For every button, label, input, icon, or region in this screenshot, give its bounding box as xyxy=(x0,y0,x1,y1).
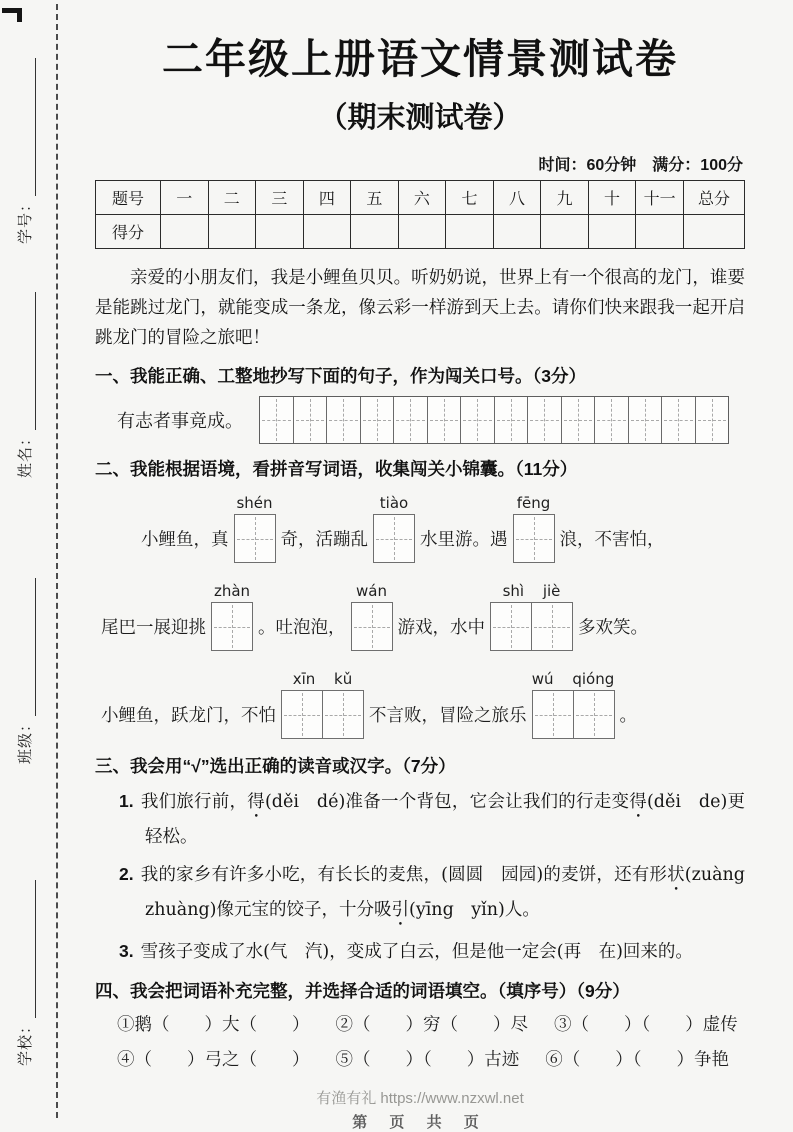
sentence-text: 尾巴一展迎挑 xyxy=(101,617,206,638)
pinyin-box-group xyxy=(490,581,573,651)
text-segment: (zuàng zhuàng)像元宝的饺子，十分吸 xyxy=(145,865,763,920)
answer-boxes xyxy=(234,514,276,563)
sentence-text: 浪，不害怕， xyxy=(559,529,665,550)
blank-line xyxy=(19,292,36,430)
score-blank-cell xyxy=(493,215,541,249)
tianzige-cell xyxy=(294,397,328,443)
writing-grid xyxy=(259,396,729,444)
score-blank-cell xyxy=(684,215,745,249)
answer-boxes xyxy=(513,514,555,563)
sentence-text: 小鲤鱼，真 xyxy=(141,529,229,550)
section-4-header: 四、我会把词语补充完整，并选择合适的词语填空。（填序号）（9分） xyxy=(95,981,630,1001)
pinyin-label: shén xyxy=(236,494,273,512)
tianzige-cell xyxy=(327,397,361,443)
tianzige-cell xyxy=(394,397,428,443)
text-segment: (děi dé)准备一个背包，它会让我们的行走变 xyxy=(264,792,630,812)
pinyin-answer-box xyxy=(491,603,532,650)
score-blank-cell xyxy=(303,215,351,249)
answer-boxes xyxy=(373,514,415,563)
score-header-cell: 五 xyxy=(351,181,399,215)
footer xyxy=(95,1087,745,1132)
idiom-item: ④（ ）弓之（ ） xyxy=(117,1050,310,1070)
score-blank-cell xyxy=(541,215,589,249)
tianzige-cell xyxy=(461,397,495,443)
page-title: 二年级上册语文情景测试卷 xyxy=(162,36,678,82)
score-header-cell: 七 xyxy=(446,181,494,215)
pinyin-exercise xyxy=(95,489,745,743)
text-segment: 雪孩子变成了水(气 汽)，变成了白云，但是他一定会(再 在)回来的。 xyxy=(140,942,693,962)
tianzige-cell xyxy=(662,397,696,443)
score-blank-cell xyxy=(351,215,399,249)
pinyin-answer-box xyxy=(282,691,323,738)
blank-line xyxy=(19,880,36,1018)
score-table-score-row xyxy=(96,215,745,249)
pinyin-answer-box xyxy=(352,603,392,650)
item-number: 1. xyxy=(119,791,134,811)
scan-crop-mark xyxy=(2,8,22,22)
sentence-text: 奇，活蹦乱 xyxy=(280,529,368,550)
pinyin-label: tiào xyxy=(379,494,409,512)
score-header-cell: 十一 xyxy=(636,181,684,215)
score-header-cell: 四 xyxy=(303,181,351,215)
sentence-text: 游戏，水中 xyxy=(397,617,485,638)
text-segment: (děi de)更轻松。 xyxy=(145,792,746,847)
score-blank-cell xyxy=(398,215,446,249)
score-blank-cell xyxy=(208,215,256,249)
pinyin-box-group xyxy=(234,493,276,563)
idiom-row xyxy=(95,1046,745,1071)
page-subtitle: （期末测试卷） xyxy=(318,102,522,134)
tianzige-cell xyxy=(495,397,529,443)
intro-paragraph: 亲爱的小朋友们，我是小鲤鱼贝贝。听奶奶说，世界上有一个很高的龙门，谁要是能跳过龙门，就能变成一条龙，像云彩一样游到天上去。请你们快来跟我一起开启跳龙门的冒险之旅吧！ xyxy=(95,268,745,348)
item-number: 2. xyxy=(119,864,134,884)
answer-boxes xyxy=(211,602,253,651)
tianzige-cell xyxy=(428,397,462,443)
answer-boxes xyxy=(490,602,573,651)
text-segment: 我的家乡有许多小吃，有长长的麦焦，(圆圆 园园)的麦饼，还有形 xyxy=(140,865,668,885)
score-table-header-row xyxy=(96,181,745,215)
score-blank-cell xyxy=(161,215,209,249)
score-header-cell: 六 xyxy=(398,181,446,215)
tianzige-cell xyxy=(595,397,629,443)
question-item xyxy=(95,859,763,930)
school-field-label: 学校： xyxy=(17,1017,34,1066)
pinyin-box-group xyxy=(513,493,555,563)
pinyin-label: zhàn xyxy=(213,582,251,600)
sentence-text: 。 xyxy=(619,705,637,726)
page-number: 第 页 共 页 xyxy=(352,1114,488,1131)
pinyin-answer-box xyxy=(533,691,574,738)
score-table xyxy=(95,180,745,249)
blank-line xyxy=(19,578,36,716)
score-header-cell: 二 xyxy=(208,181,256,215)
sentence-text: 多欢笑。 xyxy=(578,617,648,638)
binding-dashed-line xyxy=(56,4,58,1118)
idiom-item: ③（ ）（ ）虚传 xyxy=(554,1015,738,1035)
pinyin-box-group xyxy=(281,669,364,739)
blank-line xyxy=(19,58,36,196)
idiom-item: ①鹅（ ）大（ ） xyxy=(117,1015,310,1035)
text-segment: 我们旅行前， xyxy=(140,792,248,812)
tianzige-cell xyxy=(696,397,729,443)
score-header-cell: 八 xyxy=(493,181,541,215)
idiom-exercise xyxy=(95,1011,745,1071)
pinyin-answer-box xyxy=(514,515,554,562)
question-item xyxy=(95,936,745,968)
idiom-item: ⑤（ ）（ ）古迹 xyxy=(335,1050,520,1070)
pinyin-line xyxy=(95,489,745,567)
score-blank-cell xyxy=(446,215,494,249)
text-segment: 得 xyxy=(247,792,265,812)
pinyin-label: wú qióng xyxy=(531,670,615,688)
pinyin-answer-box xyxy=(374,515,414,562)
student-name-field-label: 姓名： xyxy=(17,429,34,478)
section-3-header: 三、我会用“√”选出正确的读音或汉字。（7分） xyxy=(95,756,456,776)
copy-exercise xyxy=(95,396,745,444)
pinyin-box-group xyxy=(211,581,253,651)
score-blank-cell xyxy=(256,215,304,249)
tianzige-cell xyxy=(629,397,663,443)
pinyin-answer-box xyxy=(212,603,252,650)
pinyin-box-group xyxy=(351,581,393,651)
choice-exercise xyxy=(95,786,763,968)
pinyin-box-group xyxy=(373,493,415,563)
pinyin-answer-box xyxy=(532,603,572,650)
pinyin-box-group xyxy=(532,669,615,739)
item-number: 3. xyxy=(119,941,134,961)
pinyin-label: shì jiè xyxy=(502,582,561,600)
sentence-text: 不言败，冒险之旅乐 xyxy=(369,705,527,726)
score-header-cell: 九 xyxy=(541,181,589,215)
text-segment: (yīng yǐn)人。 xyxy=(409,900,540,920)
answer-boxes xyxy=(351,602,393,651)
class-field xyxy=(16,578,36,764)
score-header-cell: 十 xyxy=(588,181,636,215)
section-2-header: 二、我能根据语境，看拼音写词语，收集闯关小锦囊。（11分） xyxy=(95,459,578,479)
sentence-text: 水里游。遇 xyxy=(420,529,508,550)
school-field xyxy=(16,880,36,1066)
student-name-field xyxy=(16,292,36,478)
exam-meta: 时间：60分钟 满分：100分 xyxy=(538,157,743,174)
idiom-item: ⑥（ ）（ ）争艳 xyxy=(545,1050,729,1070)
student-number-field-label: 学号： xyxy=(17,195,34,244)
pinyin-label: wán xyxy=(356,582,387,600)
text-segment: 引 xyxy=(391,900,409,920)
student-number-field xyxy=(16,58,36,244)
answer-boxes xyxy=(281,690,364,739)
idiom-row xyxy=(95,1011,745,1036)
pinyin-label: fēng xyxy=(516,494,551,512)
score-blank-cell xyxy=(588,215,636,249)
question-item xyxy=(95,786,745,853)
text-segment: 得 xyxy=(629,792,647,812)
copy-sentence: 有志者事竟成。 xyxy=(117,411,243,432)
score-header-cell: 总分 xyxy=(684,181,745,215)
answer-boxes xyxy=(532,690,615,739)
score-header-cell: 题号 xyxy=(96,181,161,215)
class-field-label: 班级： xyxy=(17,715,34,764)
section-1-header: 一、我能正确、工整地抄写下面的句子，作为闯关口号。（3分） xyxy=(95,366,586,386)
paper-content xyxy=(95,0,763,1132)
score-blank-cell xyxy=(636,215,684,249)
score-header-cell: 三 xyxy=(256,181,304,215)
tianzige-cell xyxy=(562,397,596,443)
tianzige-cell xyxy=(528,397,562,443)
text-segment: 状 xyxy=(667,865,685,885)
pinyin-answer-box xyxy=(323,691,363,738)
sentence-text: 。吐泡泡， xyxy=(258,617,346,638)
idiom-item: ②（ ）穷（ ）尽 xyxy=(335,1015,528,1035)
sentence-text: 小鲤鱼，跃龙门，不怕 xyxy=(101,705,276,726)
pinyin-label: xīn kǔ xyxy=(292,670,353,688)
pinyin-line xyxy=(95,665,745,743)
tianzige-cell xyxy=(361,397,395,443)
pinyin-answer-box xyxy=(574,691,614,738)
pinyin-line xyxy=(95,577,745,655)
watermark-url: 有渔有礼 https://www.nzxwl.net xyxy=(316,1090,524,1107)
pinyin-answer-box xyxy=(235,515,275,562)
score-header-cell: 一 xyxy=(161,181,209,215)
tianzige-cell xyxy=(260,397,294,443)
score-row-label: 得分 xyxy=(96,215,161,249)
